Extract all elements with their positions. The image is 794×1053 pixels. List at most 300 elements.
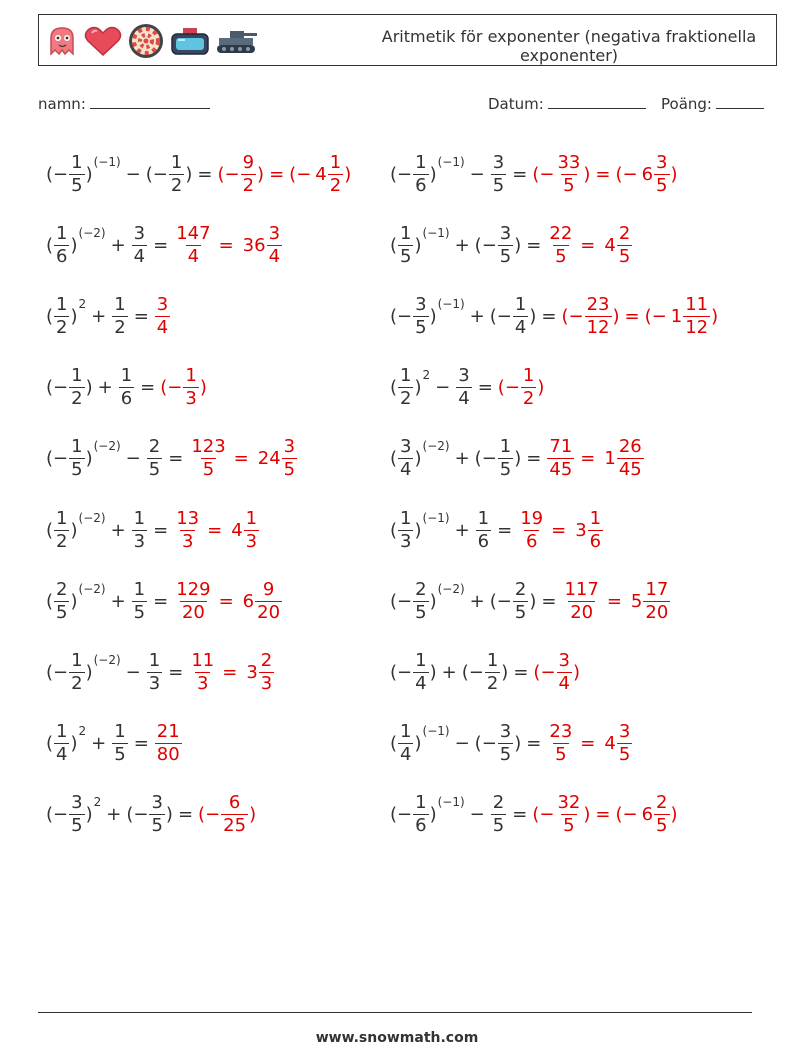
expression-term	[390, 436, 450, 481]
close-paren: )	[501, 661, 509, 683]
close-paren: )	[249, 803, 257, 825]
fraction	[174, 579, 212, 624]
operator: +	[106, 803, 122, 825]
score-field	[661, 94, 764, 113]
close-paren: )	[85, 447, 93, 469]
exponent: 2	[93, 795, 102, 809]
fraction	[398, 508, 413, 553]
numerator: 32	[557, 791, 581, 813]
problem-item	[390, 718, 633, 768]
expression-term	[46, 152, 121, 197]
close-paren: )	[670, 163, 678, 185]
fraction	[585, 294, 612, 339]
numerator: 3	[156, 293, 169, 315]
expression-term	[390, 579, 465, 624]
fraction	[547, 436, 574, 481]
denominator: 4	[514, 316, 527, 338]
operator: +	[110, 519, 126, 541]
date-line[interactable]	[548, 94, 646, 109]
problem-item	[46, 718, 183, 768]
close-paren: )	[514, 447, 522, 469]
operator: −	[125, 661, 141, 683]
minus-sign: −	[496, 590, 512, 612]
operator: =	[580, 234, 596, 256]
numerator: 2	[415, 578, 427, 600]
exponent: (−1)	[93, 155, 121, 169]
exponent: 2	[78, 297, 87, 311]
problem-item	[46, 505, 260, 555]
numerator: 3	[71, 791, 83, 813]
minus-sign: −	[622, 163, 638, 185]
denominator: 2	[71, 387, 83, 409]
close-paren: )	[572, 661, 581, 683]
denominator: 6	[56, 245, 68, 267]
close-paren: )	[429, 803, 437, 825]
close-paren: )	[414, 234, 422, 256]
whole-number: 1	[604, 447, 616, 469]
close-paren: )	[429, 661, 437, 683]
numerator: 3	[415, 293, 427, 315]
denominator: 3	[133, 530, 146, 552]
fraction	[69, 792, 84, 837]
expression-term	[173, 508, 202, 553]
minus-sign: −	[481, 234, 497, 256]
denominator: 80	[156, 743, 180, 765]
numerator: 1	[415, 649, 427, 671]
denominator: 5	[415, 601, 427, 623]
operator: =	[153, 519, 169, 541]
numerator: 17	[645, 578, 669, 600]
operator: +	[91, 732, 107, 754]
answer	[188, 650, 275, 695]
numerator: 2	[618, 222, 631, 244]
numerator: 11	[685, 293, 709, 315]
denominator: 5	[492, 174, 505, 196]
dartboard-icon	[127, 22, 165, 60]
open-paren: (	[497, 376, 505, 398]
denominator: 2	[71, 672, 83, 694]
operator: =	[497, 519, 513, 541]
open-paren: (	[615, 803, 623, 825]
close-paren: )	[85, 661, 93, 683]
exponent: (−2)	[422, 439, 450, 453]
expression-term	[46, 294, 86, 339]
operator: +	[110, 234, 126, 256]
numerator: 1	[477, 507, 490, 529]
expression-term	[254, 436, 298, 481]
operator: =	[606, 590, 622, 612]
operator: =	[233, 447, 249, 469]
minus-sign: −	[53, 163, 69, 185]
answer	[546, 436, 644, 481]
fraction	[54, 508, 69, 553]
fraction	[259, 650, 274, 695]
expression-term	[239, 579, 283, 624]
open-paren: (	[46, 447, 54, 469]
expression-term	[561, 294, 619, 339]
minus-sign: −	[481, 732, 497, 754]
expression-term	[198, 792, 256, 837]
operator: =	[269, 163, 285, 185]
numerator: 3	[268, 222, 281, 244]
numerator: 3	[492, 151, 505, 173]
operator: −	[469, 163, 485, 185]
numerator: 2	[492, 791, 505, 813]
fraction	[244, 508, 259, 553]
close-paren: )	[414, 376, 422, 398]
close-paren: )	[429, 163, 437, 185]
open-paren: (	[390, 163, 398, 185]
fraction	[398, 223, 413, 268]
denominator: 4	[400, 743, 412, 765]
expression-term	[546, 721, 575, 766]
open-paren: (	[46, 163, 54, 185]
denominator: 3	[185, 387, 197, 409]
minus-sign: −	[468, 661, 484, 683]
open-paren: (	[390, 661, 398, 683]
denominator: 5	[148, 458, 161, 480]
open-paren: (	[217, 163, 225, 185]
open-paren: (	[46, 590, 54, 612]
answer	[546, 223, 633, 268]
denominator: 5	[283, 458, 296, 480]
fraction	[149, 792, 164, 837]
fraction	[398, 365, 413, 410]
fraction	[654, 152, 669, 197]
numerator: 1	[170, 151, 183, 173]
expression-term	[126, 792, 173, 837]
expression-term	[546, 223, 575, 268]
fraction	[413, 294, 428, 339]
open-paren: (	[644, 305, 652, 327]
close-paren: )	[429, 590, 437, 612]
exponent: (−1)	[437, 155, 465, 169]
denominator: 5	[71, 814, 83, 836]
fraction	[562, 579, 600, 624]
denominator: 3	[197, 672, 209, 694]
numerator: 2	[514, 578, 527, 600]
denominator: 5	[514, 601, 527, 623]
operator: =	[133, 732, 149, 754]
whole-number: 4	[604, 732, 616, 754]
exponent: (−1)	[422, 226, 450, 240]
close-paren: )	[70, 590, 78, 612]
exponent: (−2)	[93, 653, 121, 667]
whole-number: 5	[630, 590, 643, 612]
operator: =	[153, 234, 169, 256]
close-paren: )	[514, 234, 522, 256]
minus-sign: −	[133, 803, 149, 825]
operator: −	[125, 163, 141, 185]
expression-term	[498, 365, 545, 410]
denominator: 5	[656, 814, 668, 836]
expression-term	[645, 294, 719, 339]
expression-term	[46, 508, 106, 553]
numerator: 1	[71, 151, 83, 173]
denominator: 6	[120, 387, 133, 409]
minus-sign: −	[397, 661, 413, 683]
numerator: 1	[499, 435, 512, 457]
numerator: 3	[499, 222, 512, 244]
close-paren: )	[85, 163, 93, 185]
name-line[interactable]	[90, 94, 210, 109]
denominator: 20	[570, 601, 594, 623]
numerator: 9	[262, 578, 275, 600]
expression-term	[390, 650, 437, 695]
problem-item	[390, 149, 678, 199]
denominator: 5	[56, 601, 68, 623]
denominator: 6	[477, 530, 490, 552]
problem-item	[390, 576, 671, 626]
numerator: 1	[400, 720, 412, 742]
denominator: 6	[589, 530, 602, 552]
fraction	[112, 721, 127, 766]
close-paren: )	[70, 519, 78, 541]
close-paren: )	[414, 732, 422, 754]
fraction	[513, 294, 528, 339]
open-paren: (	[390, 732, 398, 754]
numerator: 1	[71, 364, 83, 386]
minus-sign: −	[205, 803, 221, 825]
minus-sign: −	[651, 305, 667, 327]
numerator: 3	[458, 364, 470, 386]
expression-term	[227, 508, 260, 553]
open-paren: (	[390, 447, 398, 469]
numerator: 1	[56, 293, 68, 315]
heart-icon	[83, 24, 123, 58]
fraction	[555, 152, 582, 197]
expression-term	[111, 294, 128, 339]
denominator: 5	[114, 743, 126, 765]
whole-number: 6	[242, 590, 255, 612]
expression-term	[533, 650, 580, 695]
numerator: 6	[228, 791, 241, 813]
numerator: 1	[400, 222, 412, 244]
expression-term	[242, 650, 275, 695]
fraction	[54, 579, 69, 624]
denominator: 6	[415, 814, 427, 836]
fraction	[498, 721, 513, 766]
expression-term	[571, 508, 604, 553]
denominator: 5	[400, 245, 412, 267]
close-paren: )	[70, 732, 78, 754]
open-paren: (	[390, 376, 398, 398]
answer	[517, 508, 604, 553]
denominator: 5	[499, 743, 512, 765]
operator: =	[580, 447, 596, 469]
fraction	[498, 223, 513, 268]
open-paren: (	[532, 803, 540, 825]
expression-term	[615, 152, 677, 197]
expression-term	[600, 436, 644, 481]
operator: −	[454, 732, 470, 754]
numerator: 1	[415, 791, 427, 813]
denominator: 5	[133, 601, 146, 623]
numerator: 2	[148, 435, 161, 457]
expression-term	[46, 436, 121, 481]
close-paren: )	[70, 305, 78, 327]
minus-sign: −	[496, 305, 512, 327]
expression-term	[475, 436, 522, 481]
open-paren: (	[46, 305, 54, 327]
numerator: 22	[549, 222, 573, 244]
fraction	[518, 508, 545, 553]
expression-term	[475, 721, 522, 766]
numerator: 1	[514, 293, 527, 315]
denominator: 2	[522, 387, 535, 409]
fraction	[513, 579, 528, 624]
operator: +	[454, 519, 470, 541]
denominator: 6	[415, 174, 427, 196]
numerator: 1	[56, 222, 68, 244]
fraction	[54, 721, 69, 766]
expression-term	[390, 365, 430, 410]
fraction	[683, 294, 710, 339]
icon-strip	[45, 21, 259, 61]
expression-term	[546, 436, 575, 481]
fraction	[547, 721, 574, 766]
expression-term	[390, 223, 450, 268]
numerator: 3	[151, 791, 163, 813]
tank-icon	[215, 26, 259, 56]
whole-number: 4	[604, 234, 616, 256]
whole-number: 3	[246, 661, 258, 683]
answer	[198, 792, 256, 837]
score-line[interactable]	[716, 94, 764, 109]
numerator: 123	[191, 435, 226, 457]
expression-term	[154, 294, 171, 339]
fraction	[413, 152, 428, 197]
operator: =	[477, 376, 493, 398]
minus-sign: −	[152, 163, 168, 185]
close-paren: )	[529, 590, 537, 612]
problem-item	[390, 291, 718, 341]
numerator: 1	[245, 507, 258, 529]
numerator: 11	[191, 649, 215, 671]
open-paren: (	[198, 803, 206, 825]
open-paren: (	[532, 163, 540, 185]
problem-item	[390, 505, 604, 555]
denominator: 5	[563, 814, 575, 836]
fraction	[119, 365, 134, 410]
fraction	[112, 294, 127, 339]
numerator: 3	[283, 435, 296, 457]
expression-term	[600, 721, 633, 766]
numerator: 1	[589, 507, 602, 529]
fraction	[282, 436, 297, 481]
open-paren: (	[561, 305, 569, 327]
fraction	[617, 436, 644, 481]
fraction	[221, 792, 248, 837]
date-label: Datum:	[488, 95, 544, 113]
fraction	[328, 152, 343, 197]
open-paren: (	[615, 163, 623, 185]
fraction	[132, 223, 147, 268]
problem-item	[46, 576, 283, 626]
denominator: 2	[400, 387, 412, 409]
numerator: 3	[133, 222, 146, 244]
expression-term	[46, 792, 101, 837]
denominator: 2	[329, 174, 342, 196]
minus-sign: −	[224, 163, 240, 185]
numerator: 1	[56, 507, 68, 529]
answer	[173, 579, 283, 624]
open-paren: (	[126, 803, 134, 825]
exponent: (−1)	[437, 795, 465, 809]
denominator: 5	[555, 245, 567, 267]
minus-sign: −	[504, 376, 520, 398]
expression-term	[390, 792, 465, 837]
fraction	[174, 508, 201, 553]
answer	[173, 508, 260, 553]
numerator: 3	[656, 151, 668, 173]
exponent: (−1)	[422, 511, 450, 525]
expression-term	[600, 223, 633, 268]
minus-sign: −	[53, 661, 69, 683]
expression-term	[390, 294, 465, 339]
fraction	[413, 650, 428, 695]
answer	[217, 152, 351, 197]
operator: =	[526, 732, 542, 754]
fraction	[189, 436, 227, 481]
whole-number: 4	[231, 519, 243, 541]
problem-item	[390, 647, 580, 697]
expression-term	[46, 650, 121, 695]
answer	[154, 721, 183, 766]
problem-item	[46, 220, 283, 270]
close-paren: )	[185, 163, 193, 185]
operator: =	[218, 590, 234, 612]
operator: =	[153, 590, 169, 612]
operator: =	[207, 519, 223, 541]
close-paren: )	[414, 447, 422, 469]
operator: +	[469, 590, 485, 612]
operator: +	[110, 590, 126, 612]
expression-term	[217, 152, 264, 197]
close-paren: )	[583, 803, 591, 825]
expression-term	[532, 152, 590, 197]
fraction	[643, 579, 670, 624]
expression-term	[111, 721, 128, 766]
expression-term	[173, 579, 213, 624]
operator: =	[595, 163, 611, 185]
fraction	[169, 152, 184, 197]
problem-item	[46, 362, 207, 412]
fraction	[557, 650, 572, 695]
numerator: 1	[133, 507, 146, 529]
open-paren: (	[474, 447, 482, 469]
fraction	[617, 721, 632, 766]
minus-sign: −	[481, 447, 497, 469]
operator: =	[551, 519, 567, 541]
expression-term	[289, 152, 351, 197]
numerator: 1	[71, 435, 83, 457]
operator: =	[526, 447, 542, 469]
footer-url: www.snowmath.com	[315, 1030, 479, 1046]
operator: −	[469, 803, 485, 825]
denominator: 5	[202, 458, 215, 480]
operator: =	[541, 305, 557, 327]
open-paren: (	[390, 519, 398, 541]
answer	[533, 650, 580, 695]
worksheet-title: Aritmetik för exponenter (negativa fraktionella exponenter)	[381, 27, 757, 65]
expression-term	[561, 579, 601, 624]
operator: =	[218, 234, 234, 256]
open-paren: (	[390, 234, 398, 256]
score-label: Poäng:	[661, 95, 712, 113]
close-paren: )	[537, 376, 545, 398]
denominator: 45	[549, 458, 573, 480]
